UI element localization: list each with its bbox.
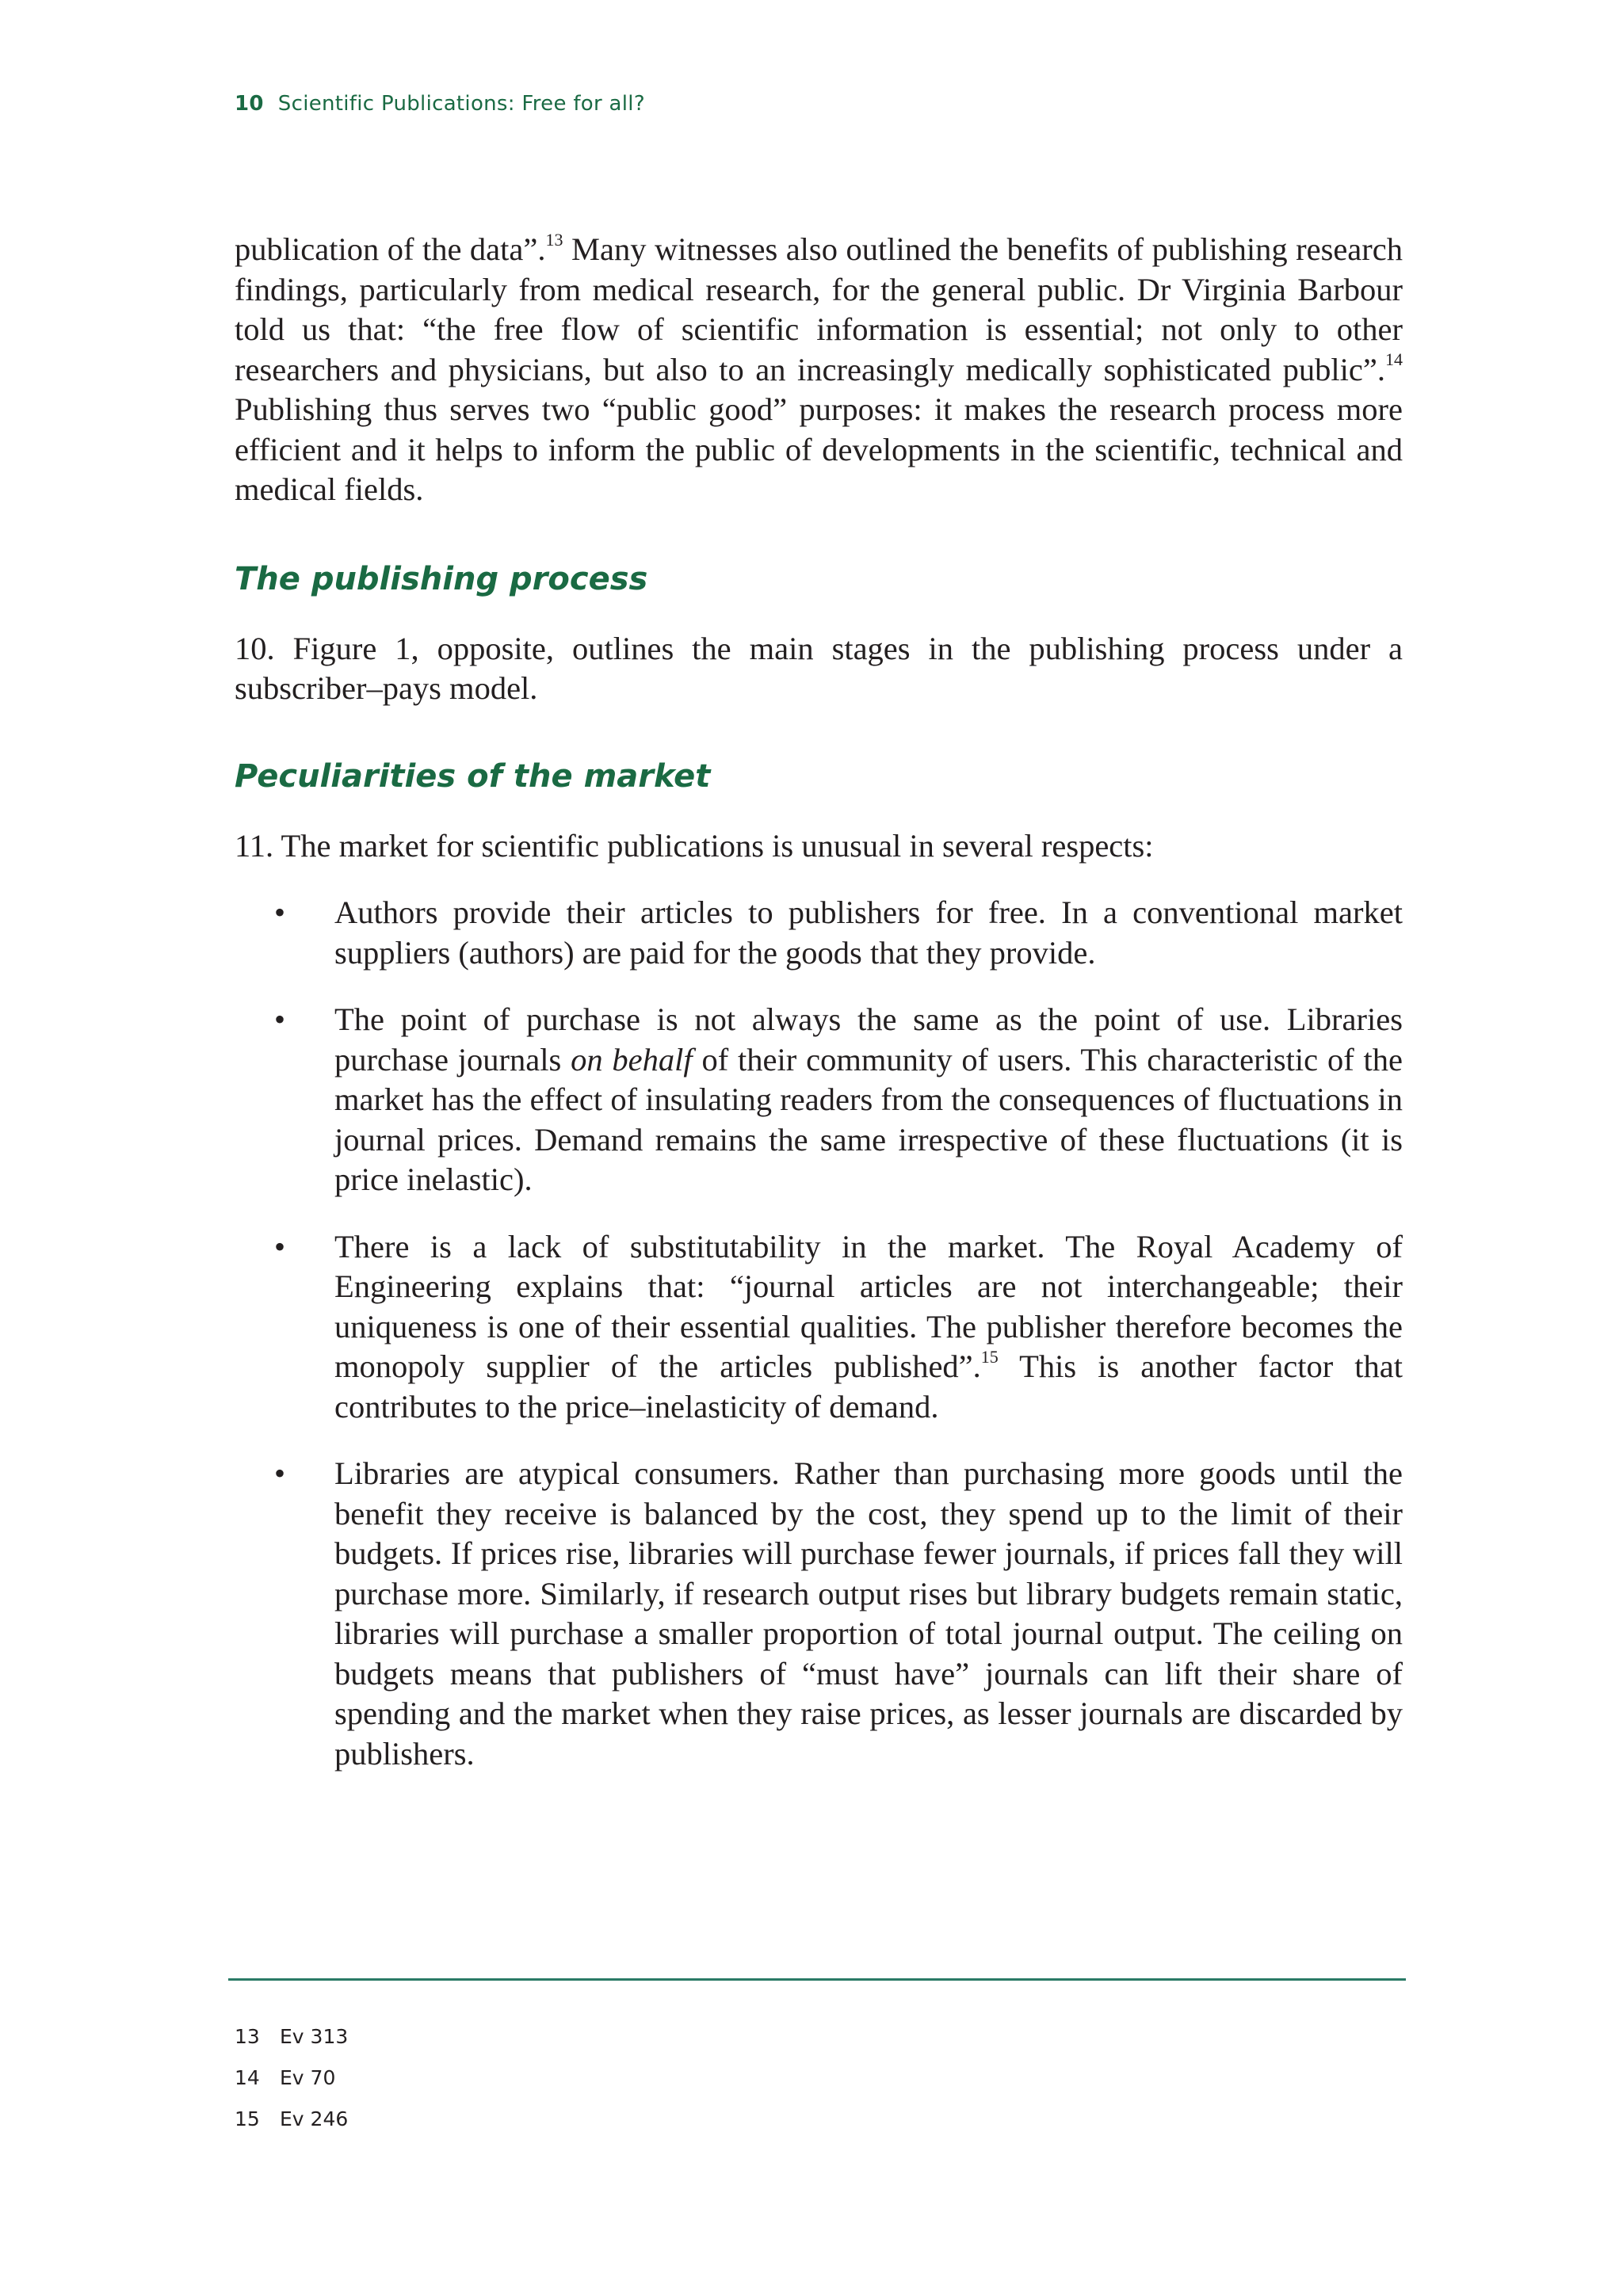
paragraph-11: 11. The market for scientific publications is unusual in several respects: — [235, 827, 1154, 864]
heading-market-peculiarities: Peculiarities of the market — [235, 757, 711, 795]
intro-text-c: Publishing thus serves two “public good” purposes: it makes the research process more efficient and it helps to inform the public of developments in the scientific, technical and medical fields. — [235, 391, 1403, 507]
footnote-text: Ev 246 — [280, 2107, 349, 2130]
paragraph-10: 10. Figure 1, opposite, outlines the main stages in the publishing process under a subscriber–pays model. — [235, 630, 1403, 706]
bullet-text — [334, 1000, 1403, 1200]
heading-publishing-process: The publishing process — [235, 560, 648, 597]
emphasis-on-behalf: on behalf — [571, 1041, 693, 1077]
bullet-text: Authors provide their articles to publishers for free. In a conventional market suppliers (authors) are paid for the goods that they provide. — [334, 894, 1403, 971]
page-number: 10 — [235, 92, 264, 116]
list-item — [235, 1454, 1403, 1774]
footnote-number: 14 — [235, 2066, 260, 2089]
main-content — [235, 230, 1403, 1801]
footnote-number: 13 — [235, 2025, 260, 2048]
footnotes — [235, 2025, 348, 2149]
bullet-text-b: of their community of users. This characteristic of the market has the effect of insulating readers from the consequences of fluctuations in journal prices. Demand remains the same irrespective of these fluctuations (it is price inelastic). — [334, 1041, 1403, 1197]
list-item — [235, 893, 1403, 973]
list-item — [235, 1000, 1403, 1200]
bullet-icon: • — [274, 894, 286, 930]
footnote-text: Ev 70 — [280, 2066, 336, 2089]
footnote-ref-13[interactable]: 13 — [545, 229, 563, 250]
document-title: Scientific Publications: Free for all? — [277, 92, 645, 116]
bullet-text-a: The point of purchase is not always the same as the point of use. Libraries purchase journals — [334, 1001, 1403, 1077]
bullet-icon: • — [274, 1455, 286, 1491]
bullet-icon: • — [274, 1228, 286, 1264]
bullet-text — [334, 1227, 1403, 1428]
footnote-number: 15 — [235, 2107, 260, 2130]
footnote-13 — [235, 2025, 348, 2066]
footnote-14 — [235, 2066, 348, 2107]
footnote-text: Ev 313 — [280, 2025, 349, 2048]
footnote-15 — [235, 2107, 348, 2149]
intro-text-a: publication of the data”. — [235, 231, 546, 267]
footnote-ref-15[interactable]: 15 — [980, 1346, 999, 1367]
bullet-icon: • — [274, 1001, 286, 1037]
list-item — [235, 1227, 1403, 1428]
bullet-text-b: This is another factor that contributes to the price–inelasticity of demand. — [334, 1348, 1403, 1425]
bullet-text: Libraries are atypical consumers. Rather than purchasing more goods until the benefit they receive is balanced by the cost, they spend up to the limit of their budgets. If prices rise, libraries will purchase fewer journals, if prices fall they will purchase more. Similarly, if research output rises but library budgets remain static, libraries will purchase a smaller proportion of total journal output. The ceiling on budgets means that publishers of “must have” journals can lift their share of spending and the market when they raise prices, as lesser journals are discarded by publishers. — [334, 1455, 1403, 1772]
market-peculiarities-list — [235, 893, 1403, 1774]
footnote-ref-14[interactable]: 14 — [1385, 349, 1403, 369]
bullet-text-a: There is a lack of substitutability in the market. The Royal Academy of Engineering explains that: “journal articles are not interchangeable; their uniqueness is one of their essential qualities. The publisher therefore becomes the monopoly supplier of the articles published”. — [334, 1228, 1403, 1384]
running-header — [235, 92, 645, 116]
footnote-divider — [228, 1978, 1406, 1981]
intro-paragraph — [235, 230, 1403, 510]
intro-text-b: Many witnesses also outlined the benefits of publishing research findings, particularly from medical research, for the general public. Dr Virginia Barbour told us that: “the free flow of scientific information is essential; not only to other researchers and physicians, but also to an increasingly medically sophisticated public”. — [235, 231, 1403, 387]
